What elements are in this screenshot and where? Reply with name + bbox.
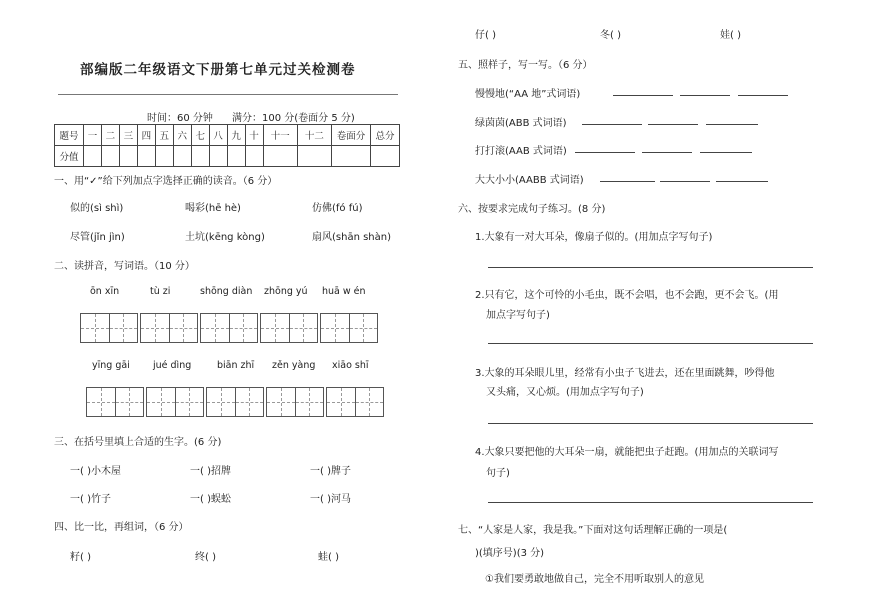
writing-grid[interactable] [206, 387, 264, 417]
answer-blank[interactable] [660, 181, 710, 182]
title-divider [58, 94, 398, 95]
q5-item: 慢慢地(“AA 地”式词语) [475, 89, 581, 100]
q4-item[interactable]: 冬( ) [600, 30, 621, 41]
page-title: 部编版二年级语文下册第七单元过关检测卷 [80, 62, 356, 78]
q4-item[interactable]: 仔( ) [475, 30, 496, 41]
answer-blank[interactable] [613, 95, 673, 96]
score-header-cell: 七 [191, 125, 209, 146]
score-header-cell: 八 [209, 125, 227, 146]
answer-blank[interactable] [642, 152, 692, 153]
q7-heading: 七、“人家是人家，我是我。”下面对这句话理解正确的一项是( [458, 525, 728, 536]
score-value-cell[interactable] [119, 146, 137, 167]
q3-item[interactable]: 一( )河马 [310, 494, 351, 505]
score-value-cell[interactable] [227, 146, 245, 167]
answer-blank[interactable] [738, 95, 788, 96]
writing-grid[interactable] [146, 387, 204, 417]
q6-item: 2.只有它，这个可怜的小毛虫，既不会唱，也不会跑，更不会飞。(用 [475, 290, 779, 301]
answer-line[interactable] [488, 423, 813, 424]
pinyin-label: jué dìng [153, 360, 192, 371]
score-header-cell: 五 [155, 125, 173, 146]
answer-blank[interactable] [600, 181, 655, 182]
score-header-cell: 十二 [297, 125, 331, 146]
q6-heading: 六、按要求完成句子练习。(8 分) [458, 204, 606, 215]
q3-item[interactable]: 一( )小木屋 [70, 466, 121, 477]
answer-line[interactable] [488, 343, 813, 344]
pinyin-label: tù zi [150, 286, 171, 297]
score-value-cell[interactable] [209, 146, 227, 167]
score-header-cell: 四 [137, 125, 155, 146]
q7-heading-cont: )(填序号)(3 分) [475, 548, 545, 559]
score-value-cell[interactable] [173, 146, 191, 167]
q4-item[interactable]: 蛙( ) [318, 552, 339, 563]
score-header-cell: 十 [245, 125, 263, 146]
score-value-cell[interactable] [84, 146, 102, 167]
writing-grid[interactable] [326, 387, 384, 417]
score-value-cell[interactable] [297, 146, 331, 167]
pinyin-label: biān zhī [217, 360, 255, 371]
writing-grid[interactable] [140, 313, 198, 343]
q3-heading: 三、在括号里填上合适的生字。(6 分) [54, 437, 222, 448]
answer-line[interactable] [488, 267, 813, 268]
score-header-cell: 总分 [371, 125, 400, 146]
q3-item[interactable]: 一( )招牌 [190, 466, 231, 477]
q3-item[interactable]: 一( )蜈蚣 [190, 494, 231, 505]
writing-grid[interactable] [266, 387, 324, 417]
pinyin-label: zěn yàng [272, 360, 316, 371]
q6-item: 又头痛，又心烦。(用加点字写句子) [486, 387, 644, 398]
answer-blank[interactable] [648, 124, 698, 125]
pinyin-label: huā w én [322, 286, 366, 297]
pinyin-label: shōng diàn [200, 286, 253, 297]
score-value-cell[interactable] [371, 146, 400, 167]
q1-item[interactable]: 扇风(shān shàn) [312, 232, 392, 243]
score-value-cell[interactable] [101, 146, 119, 167]
score-header-cell: 二 [101, 125, 119, 146]
score-value-label: 分值 [55, 146, 84, 167]
q3-item[interactable]: 一( )牌子 [310, 466, 351, 477]
pinyin-label: zhōng yú [264, 286, 308, 297]
q1-item[interactable]: 喝彩(hē hè) [185, 203, 241, 214]
q1-heading: 一、用“✓”给下列加点字选择正确的读音。（6 分） [54, 176, 278, 187]
score-table [54, 124, 400, 167]
answer-blank[interactable] [716, 181, 768, 182]
q4-item[interactable]: 娃( ) [720, 30, 741, 41]
q6-item: 1.大象有一对大耳朵，像扇子似的。(用加点字写句子) [475, 232, 713, 243]
score-value-cell[interactable] [332, 146, 371, 167]
q6-item: 句子) [486, 468, 510, 479]
q6-item: 加点字写句子) [486, 310, 550, 321]
score-header-cell: 三 [119, 125, 137, 146]
q4-item[interactable]: 终( ) [195, 552, 216, 563]
q1-item[interactable]: 仿佛(fó fú) [312, 203, 363, 214]
q1-item[interactable]: 尽管(jǐn jìn) [70, 232, 125, 243]
score-header-cell: 九 [227, 125, 245, 146]
answer-blank[interactable] [575, 152, 635, 153]
q6-item: 3.大象的耳朵眼儿里，经常有小虫子飞进去，还在里面跳舞，吵得他 [475, 368, 775, 379]
q5-item: 大大小小(AABB 式词语) [475, 175, 584, 186]
score-value-cell[interactable] [191, 146, 209, 167]
writing-grid[interactable] [86, 387, 144, 417]
writing-grid[interactable] [80, 313, 138, 343]
score-table-value-row [55, 146, 400, 167]
time-info: 时间：60 分钟 [147, 113, 213, 124]
score-info: 满分：100 分(卷面分 5 分) [232, 113, 355, 124]
writing-grid[interactable] [200, 313, 258, 343]
score-header-cell: 题号 [55, 125, 84, 146]
writing-grid[interactable] [260, 313, 318, 343]
score-header-cell: 十一 [263, 125, 297, 146]
score-value-cell[interactable] [155, 146, 173, 167]
answer-blank[interactable] [700, 152, 752, 153]
score-header-cell: 卷面分 [332, 125, 371, 146]
q1-item[interactable]: 土坑(kēng kòng) [185, 232, 265, 243]
score-value-cell[interactable] [263, 146, 297, 167]
q5-item: 打打滚(AAB 式词语) [475, 146, 567, 157]
answer-blank[interactable] [680, 95, 730, 96]
score-header-cell: 六 [173, 125, 191, 146]
q5-heading: 五、照样子，写一写。（6 分） [458, 60, 593, 71]
writing-grid[interactable] [320, 313, 378, 343]
answer-line[interactable] [488, 502, 813, 503]
pinyin-label: yīng gāi [92, 360, 130, 371]
pinyin-label: xiāo shī [332, 360, 369, 371]
score-header-cell: 一 [84, 125, 102, 146]
answer-blank[interactable] [706, 124, 758, 125]
q4-item[interactable]: 籽( ) [70, 552, 91, 563]
score-value-cell[interactable] [245, 146, 263, 167]
q6-item: 4.大象只要把他的大耳朵一扇，就能把虫子赶跑。(用加点的关联词写 [475, 447, 779, 458]
q4-heading: 四、比一比，再组词，（6 分） [54, 522, 189, 533]
q3-item[interactable]: 一( )竹子 [70, 494, 111, 505]
score-value-cell[interactable] [137, 146, 155, 167]
pinyin-label: ōn xīn [90, 286, 120, 297]
answer-blank[interactable] [582, 124, 642, 125]
q2-heading: 二、读拼音，写词语。（10 分） [54, 261, 195, 272]
score-table-header-row [55, 125, 400, 146]
q7-option[interactable]: ①我们要勇敢地做自己，完全不用听取别人的意见 [485, 574, 704, 585]
q1-item[interactable]: 似的(sì shì) [70, 203, 124, 214]
q5-item: 绿茵茵(ABB 式词语) [475, 118, 567, 129]
